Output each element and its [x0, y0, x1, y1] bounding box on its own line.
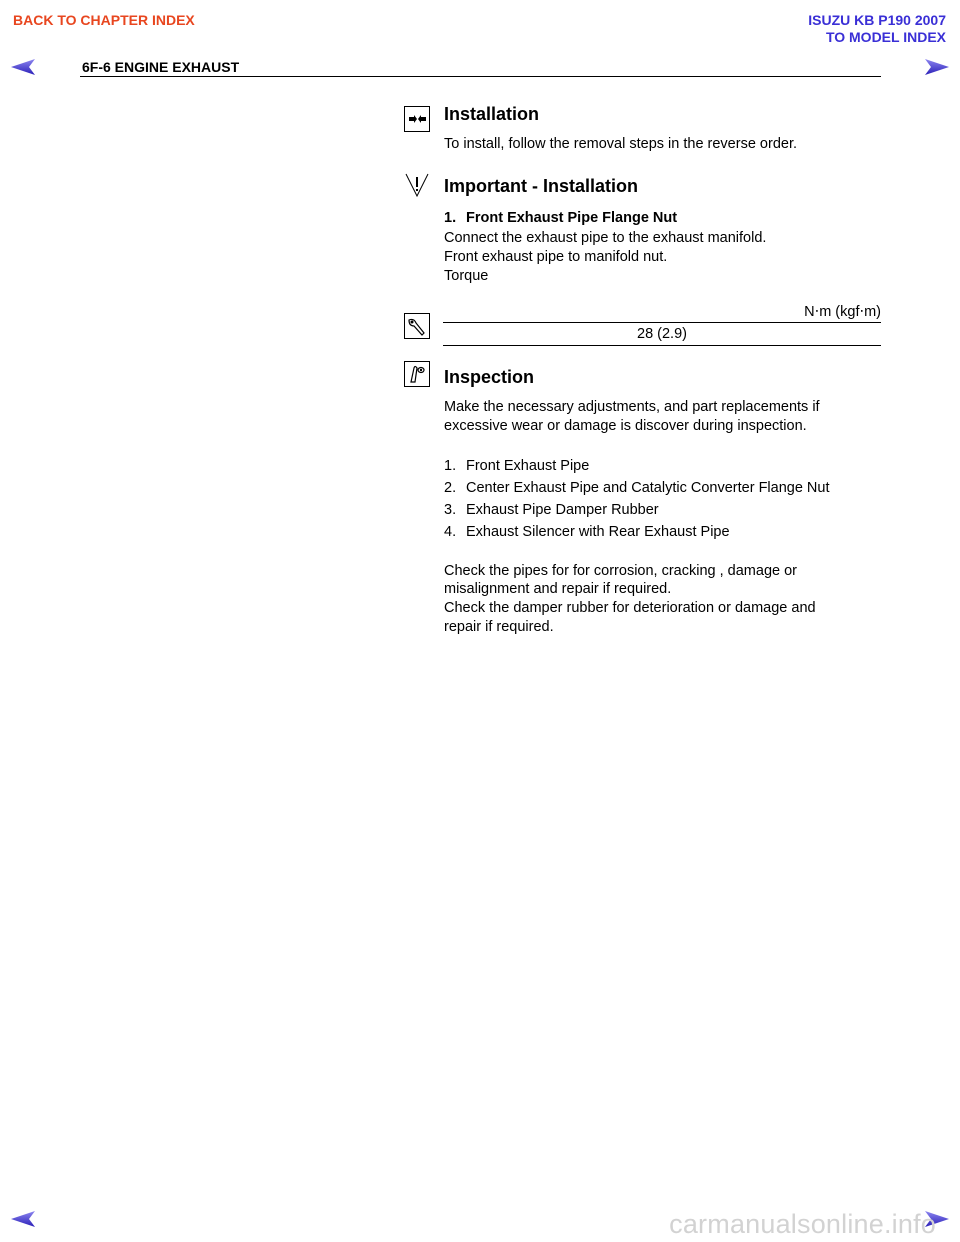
installation-text: To install, follow the removal steps in the reverse order. — [444, 136, 797, 152]
important-installation-heading: Important - Installation — [444, 176, 639, 196]
inspection-intro-line: excessive wear or damage is discover during inspection. — [444, 418, 807, 434]
inspection-intro-line: Make the necessary adjustments, and part replacements if — [444, 399, 820, 415]
list-item-number: 2. — [444, 480, 457, 496]
check-text-line: Check the damper rubber for deterioration or damage and — [444, 600, 816, 616]
torque-table-bottom-rule — [443, 345, 881, 346]
list-item-number: 3. — [444, 502, 457, 518]
installation-icon — [404, 106, 430, 132]
page-header-title: 6F-6 ENGINE EXHAUST — [82, 59, 240, 75]
torque-table-top-rule — [443, 322, 881, 323]
important-text-line: Connect the exhaust pipe to the exhaust manifold. — [444, 230, 767, 246]
torque-wrench-icon — [404, 313, 430, 339]
check-text-line: Check the pipes for for corrosion, cracking , damage or — [444, 563, 797, 579]
to-model-index-link[interactable]: TO MODEL INDEX — [825, 29, 946, 45]
important-item-label: Front Exhaust Pipe Flange Nut — [466, 210, 678, 226]
list-item-label: Center Exhaust Pipe and Catalytic Converter Flange Nut — [466, 480, 830, 496]
inspection-list-item — [444, 523, 730, 542]
check-text-line: misalignment and repair if required. — [444, 581, 672, 597]
next-page-arrow-icon[interactable] — [924, 58, 950, 76]
model-title-link[interactable]: ISUZU KB P190 2007 — [808, 12, 946, 28]
watermark: carmanualsonline.info — [669, 1209, 936, 1239]
previous-page-arrow-icon[interactable] — [10, 1210, 36, 1228]
list-item-label: Exhaust Silencer with Rear Exhaust Pipe — [466, 524, 730, 540]
inspection-list-item — [444, 457, 589, 476]
installation-heading: Installation — [444, 104, 540, 124]
important-item-title — [444, 209, 677, 228]
check-text-line: repair if required. — [444, 619, 554, 635]
header-divider — [80, 76, 881, 77]
warning-icon — [404, 170, 430, 198]
inspection-list-item — [444, 501, 659, 520]
inspection-heading: Inspection — [444, 367, 535, 387]
important-text-line: Front exhaust pipe to manifold nut. — [444, 249, 668, 265]
important-item-number: 1. — [444, 210, 457, 226]
inspection-icon — [404, 361, 430, 387]
list-item-label: Front Exhaust Pipe — [466, 458, 590, 474]
back-to-chapter-index-link[interactable]: BACK TO CHAPTER INDEX — [13, 12, 195, 28]
previous-page-arrow-icon[interactable] — [10, 58, 36, 76]
inspection-list-item — [444, 479, 830, 498]
list-item-number: 4. — [444, 524, 457, 540]
list-item-label: Exhaust Pipe Damper Rubber — [466, 502, 659, 518]
important-text-line: Torque — [444, 268, 489, 284]
list-item-number: 1. — [444, 458, 457, 474]
torque-value: 28 (2.9) — [637, 326, 687, 342]
torque-unit-label: N⋅m (kgf⋅m) — [804, 304, 881, 320]
